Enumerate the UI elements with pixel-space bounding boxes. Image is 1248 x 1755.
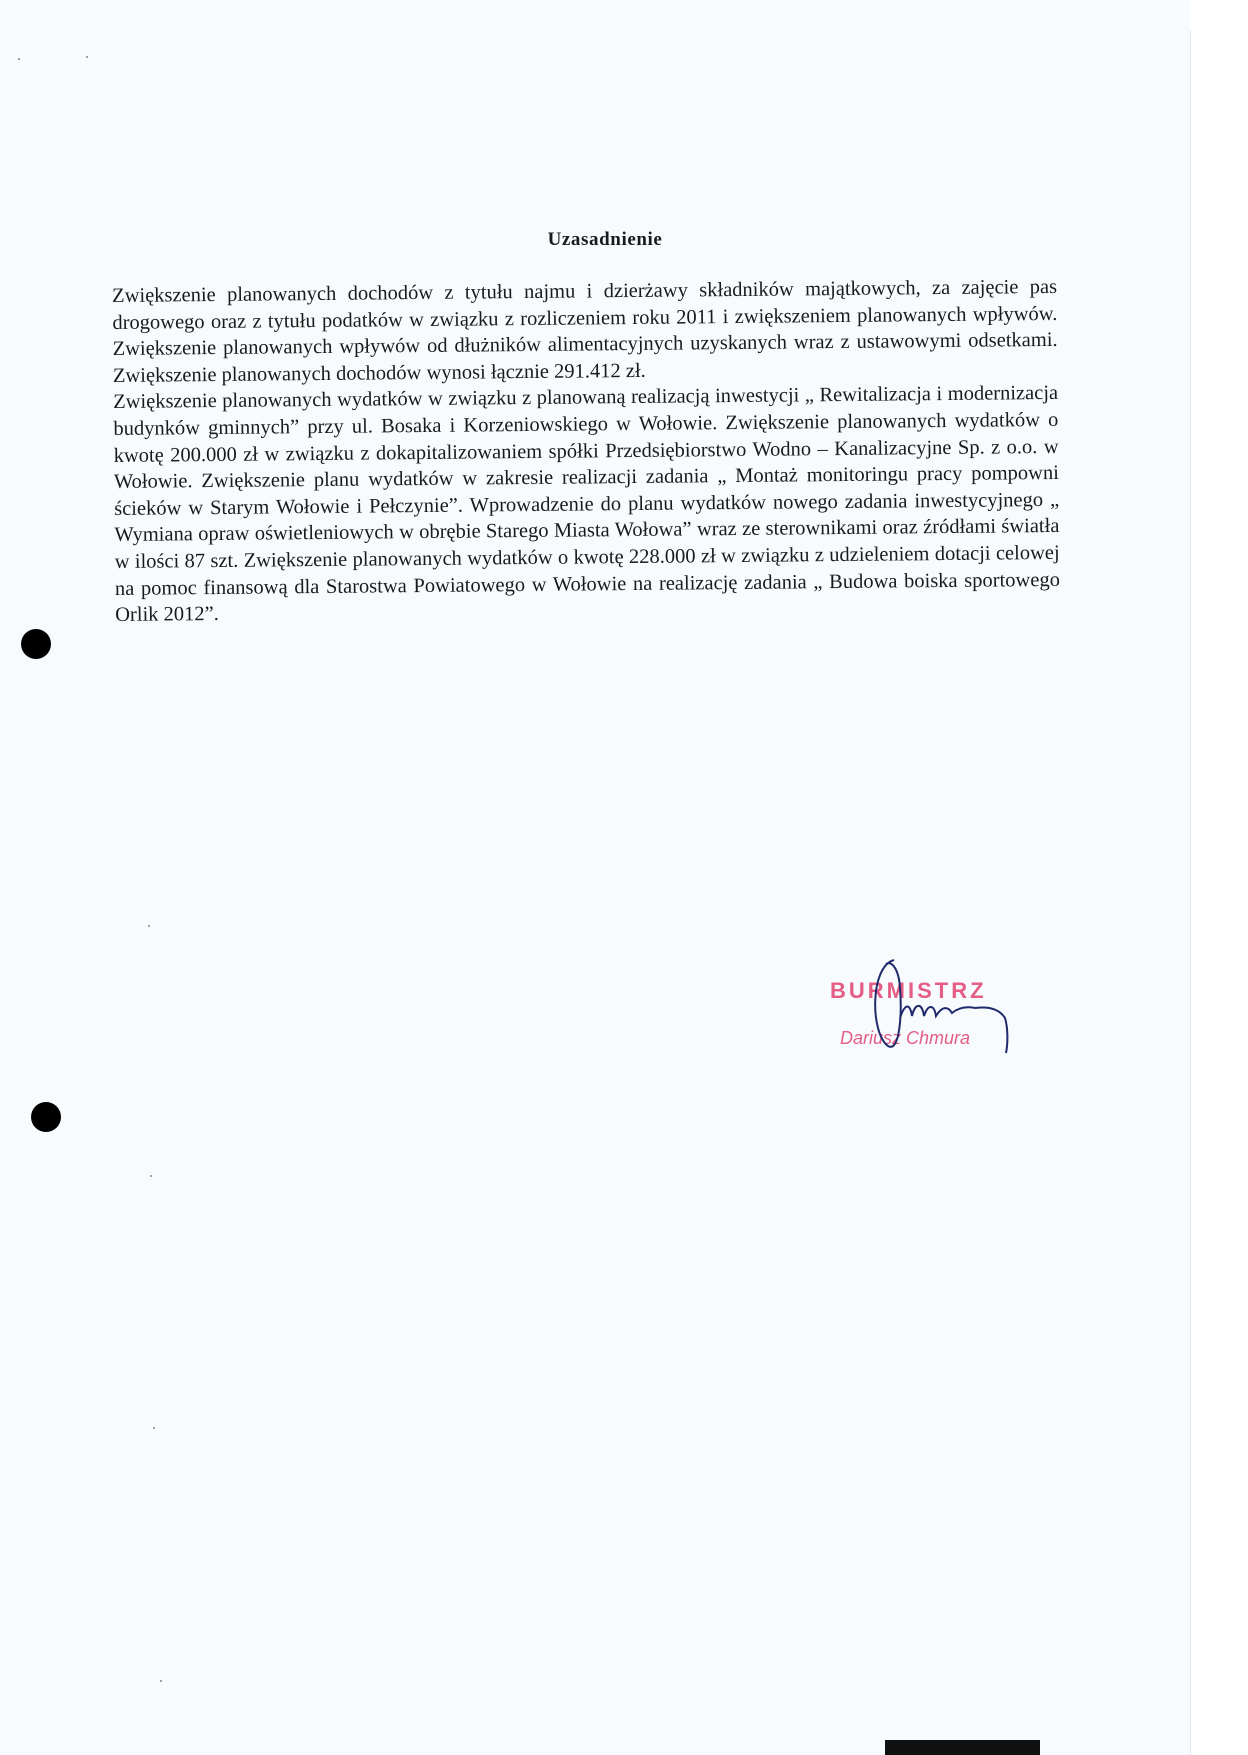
scan-speck xyxy=(150,1175,152,1177)
mayor-stamp xyxy=(830,958,1050,1058)
page-edge xyxy=(1190,30,1248,1755)
stamp-title: BURMISTRZ xyxy=(830,978,987,1003)
scan-speck xyxy=(160,1680,162,1682)
paragraph-expenses: Zwiększenie planowanych wydatków w związku z planowaną realizacją inwestycji „ Rewitalizacja i modernizacja budynków gminnych” przy ul. Bosaka i Korzeniowskiego w Wołowie. Zwiększenie planowanych wydatków o kwotę 200.000 zł w związku z dokapitalizowaniem spółki Przedsiębiorstwo Wodno – Kanalizacyjne Sp. z o.o. w Wołowie. Zwiększenie planu wydatków w zakresie realizacji zadania „ Montaż monitoringu pracy pompowni ścieków w Starym Wołowie i Pełczynie”. Wprowadzenie do planu wydatków nowego zadania inwestycyjnego „ Wymiana opraw oświetleniowych w obrębie Starego Miasta Wołowa” wraz ze sterownikami oraz źródłami światła w ilości 87 szt. Zwiększenie planowanych wydatków o kwotę 228.000 zł w związku z udzieleniem dotacji celowej na pomoc finansową dla Starostwa Powiatowego w Wołowie na realizację zadania „ Budowa boiska sportowego Orlik 2012”. xyxy=(113,382,1060,627)
document-title: Uzasadnienie xyxy=(547,229,663,250)
justification-text xyxy=(112,274,1060,629)
scan-edge-bar xyxy=(885,1740,1040,1755)
punch-hole-icon xyxy=(21,629,51,659)
stamp-name: Dariusz Chmura xyxy=(840,1028,971,1048)
scan-speck xyxy=(86,56,88,58)
punch-hole-icon xyxy=(31,1102,61,1132)
scan-speck xyxy=(18,58,20,60)
signature-icon xyxy=(830,958,1050,1058)
scan-speck xyxy=(148,925,150,927)
paragraph-income: Zwiększenie planowanych dochodów z tytułu najmu i dzierżawy składników majątkowych, za zajęcie pas drogowego oraz z tytułu podatków w związku z rozliczeniem roku 2011 i zwiększeniem planowanych wpływów. Zwiększenie planowanych wpływów od dłużników alimentacyjnych uzyskanych wraz z ustawowymi odsetkami. Zwiększenie planowanych dochodów wynosi łącznie 291.412 zł. xyxy=(112,275,1058,387)
scan-speck xyxy=(153,1427,155,1429)
